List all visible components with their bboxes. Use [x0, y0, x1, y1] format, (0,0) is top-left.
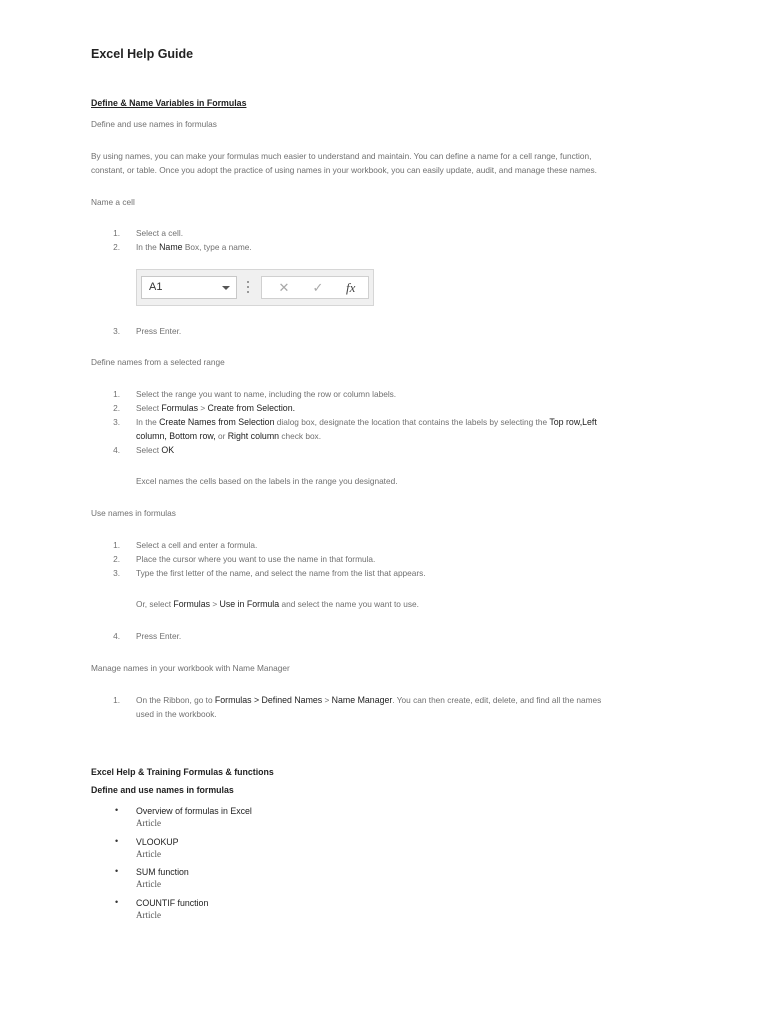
list-item: Select a cell and enter a formula. — [136, 540, 258, 550]
list-item: Place the cursor where you want to use the name in that formula. — [136, 554, 376, 564]
list-item: In the Create Names from Selection dialog box, designate the location that contains the labels by selecting the Top row,Left — [136, 417, 597, 427]
article-link[interactable]: Overview of formulas in Excel — [136, 806, 252, 816]
list-number: 1. — [113, 540, 120, 550]
list-item: Press Enter. — [136, 631, 182, 641]
list-item: Select Formulas > Create from Selection. — [136, 403, 296, 413]
list-number: 4. — [113, 631, 120, 641]
use-names-heading: Use names in formulas — [91, 508, 176, 518]
article-link[interactable]: SUM function — [136, 867, 189, 877]
name-a-cell-heading: Name a cell — [91, 197, 135, 207]
list-item: In the Name Box, type a name. — [136, 242, 252, 252]
cancel-icon[interactable]: ✕ — [278, 280, 290, 295]
list-item-continued: column, Bottom row, or Right column check box. — [136, 431, 322, 441]
list-item: Press Enter. — [136, 326, 182, 336]
list-number: 1. — [113, 695, 120, 705]
name-box[interactable] — [141, 276, 237, 299]
intro-paragraph-line-1: By using names, you can make your formulas much easier to understand and maintain. You can define a name for a cell range, function, — [91, 151, 592, 161]
bullet-icon: • — [115, 805, 119, 815]
insert-function-icon[interactable]: fx — [346, 280, 356, 295]
article-type: Article — [136, 818, 161, 828]
list-number: 3. — [113, 326, 120, 336]
section-subtitle: Define and use names in formulas — [91, 119, 217, 129]
training-subheading: Define and use names in formulas — [91, 785, 234, 795]
alternative-text: Or, select Formulas > Use in Formula and select the name you want to use. — [136, 599, 419, 609]
list-item: Type the first letter of the name, and select the name from the list that appears. — [136, 568, 426, 578]
list-number: 4. — [113, 445, 120, 455]
list-number: 2. — [113, 554, 120, 564]
formula-bar-image — [136, 269, 374, 306]
cell-reference: A1 — [149, 281, 163, 293]
list-item: Select a cell. — [136, 228, 184, 238]
article-link[interactable]: VLOOKUP — [136, 837, 179, 847]
list-number: 3. — [113, 568, 120, 578]
article-link[interactable]: COUNTIF function — [136, 898, 209, 908]
section-heading: Define & Name Variables in Formulas — [91, 98, 247, 108]
bullet-icon: • — [115, 836, 119, 846]
article-type: Article — [136, 879, 161, 889]
list-number: 2. — [113, 242, 120, 252]
list-number: 3. — [113, 417, 120, 427]
chevron-down-icon[interactable] — [222, 286, 230, 290]
note-text: Excel names the cells based on the labels in the range you designated. — [136, 476, 398, 486]
manage-names-heading: Manage names in your workbook with Name Manager — [91, 663, 290, 673]
drag-handle-icon — [247, 281, 250, 295]
list-number: 1. — [113, 389, 120, 399]
intro-paragraph-line-2: constant, or table. Once you adopt the practice of using names in your workbook, you can easily update, audit, and manage these names. — [91, 165, 597, 175]
list-item: Select the range you want to name, including the row or column labels. — [136, 389, 397, 399]
page-title: Excel Help Guide — [91, 47, 194, 61]
list-number: 2. — [113, 403, 120, 413]
bullet-icon: • — [115, 866, 119, 876]
article-type: Article — [136, 910, 161, 920]
bullet-icon: • — [115, 897, 119, 907]
formula-buttons — [261, 276, 369, 299]
check-icon[interactable]: ✓ — [312, 280, 324, 295]
list-number: 1. — [113, 228, 120, 238]
list-item: Select OK — [136, 445, 175, 455]
list-item: On the Ribbon, go to Formulas > Defined Names > Name Manager. You can then create, edit, delete, and find all the names — [136, 695, 602, 705]
define-range-heading: Define names from a selected range — [91, 357, 225, 367]
article-type: Article — [136, 849, 161, 859]
training-heading: Excel Help & Training Formulas & functions — [91, 767, 274, 777]
list-item-continued: used in the workbook. — [136, 709, 217, 719]
